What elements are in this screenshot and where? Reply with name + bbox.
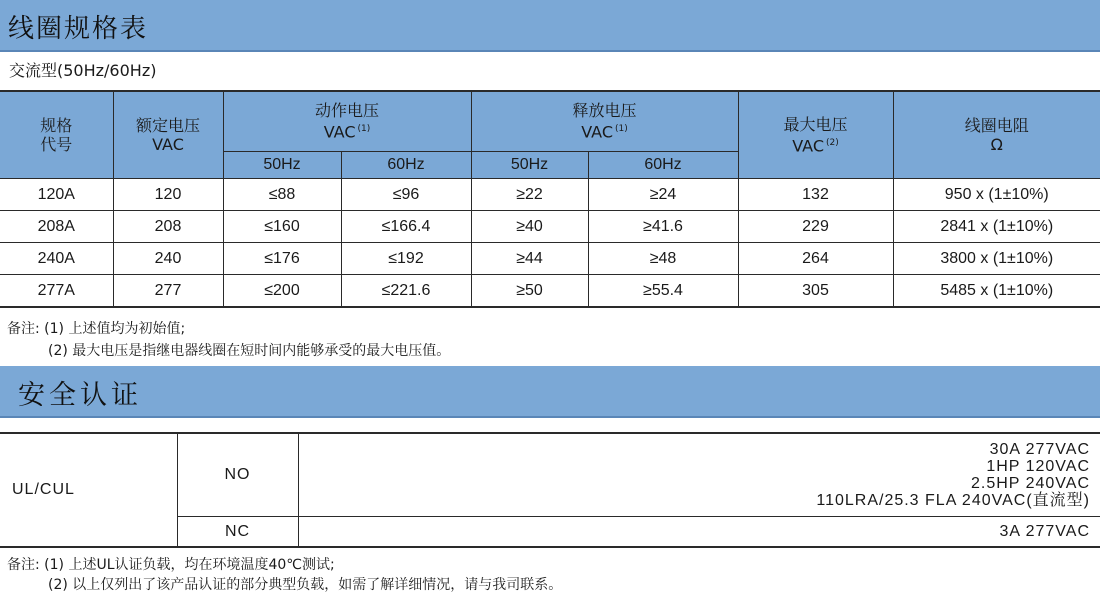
note-ul-load-test: 备注: (1) 上述UL认证负载，均在环境温度40℃测试; [7,554,335,574]
table-header-row [0,91,1100,152]
cell-coil-resistance: 2841 x (1±10%) [893,211,1100,243]
header-underline [0,416,1100,418]
cell-release-50hz: ≥40 [471,211,588,243]
note-max-voltage: (2) 最大电压是指继电器线圈在短时间内能够承受的最大电压值。 [48,340,450,360]
cell-rated-voltage: 208 [113,211,223,243]
cell-contact-no: NO [177,433,298,517]
rating-line: 2.5HP 240VAC [299,475,1091,492]
header-pickup-unit: VAC [324,123,356,142]
header-pickup-60hz: 60Hz [341,152,471,179]
header-max-voltage [738,91,893,179]
header-pickup-50hz: 50Hz [223,152,341,179]
cell-release-50hz: ≥44 [471,243,588,275]
cell-release-60hz: ≥24 [588,179,738,211]
cell-max-voltage: 264 [738,243,893,275]
cell-pickup-50hz: ≤200 [223,275,341,308]
header-resistance-label: 线圈电阻 [894,116,1100,135]
cell-pickup-60hz: ≤166.4 [341,211,471,243]
rating-line: 30A 277VAC [299,441,1091,458]
cell-contact-nc: NC [177,517,298,548]
cell-spec-code: 277A [0,275,113,308]
rating-line: 110LRA/25.3 FLA 240VAC(直流型) [299,492,1091,509]
cell-pickup-60hz: ≤192 [341,243,471,275]
cell-rated-voltage: 277 [113,275,223,308]
header-underline [0,50,1100,52]
header-max-note: (2) [826,138,839,148]
header-release-60hz: 60Hz [588,152,738,179]
header-pickup-note: (1) [358,124,371,134]
header-pickup-voltage [223,91,471,152]
header-release-unit: VAC [581,123,613,142]
cell-pickup-60hz: ≤221.6 [341,275,471,308]
header-release-label: 释放电压 [472,101,738,120]
cell-pickup-50hz: ≤176 [223,243,341,275]
cell-spec-code: 120A [0,179,113,211]
header-rated-voltage: 额定电压 VAC [113,91,223,179]
note-contact-us: (2) 以上仅列出了该产品认证的部分典型负载，如需了解详细情况，请与我司联系。 [48,574,562,594]
cell-release-60hz: ≥55.4 [588,275,738,308]
cell-max-voltage: 229 [738,211,893,243]
rating-line: 1HP 120VAC [299,458,1091,475]
note-initial-values: 备注: (1) 上述值均为初始值; [7,318,185,338]
table-row [0,275,1100,308]
header-coil-resistance [893,91,1100,179]
cell-release-50hz: ≥22 [471,179,588,211]
cell-nc-rating: 3A 277VAC [298,517,1100,548]
certification-table [0,432,1100,548]
header-max-unit: VAC [792,136,824,155]
cell-max-voltage: 132 [738,179,893,211]
header-spec-code: 规格 代号 [0,91,113,179]
cert-row-no [0,433,1100,517]
table-row [0,179,1100,211]
cell-release-60hz: ≥48 [588,243,738,275]
section-title-safety-cert: 安全认证 [18,373,142,412]
cell-no-ratings [298,433,1100,517]
cell-rated-voltage: 120 [113,179,223,211]
cell-spec-code: 208A [0,211,113,243]
subtitle-ac-type: 交流型(50Hz/60Hz) [9,58,156,81]
cell-coil-resistance: 5485 x (1±10%) [893,275,1100,308]
cell-release-50hz: ≥50 [471,275,588,308]
table-row [0,243,1100,275]
header-max-label: 最大电压 [739,115,893,134]
cell-coil-resistance: 3800 x (1±10%) [893,243,1100,275]
cell-rated-voltage: 240 [113,243,223,275]
cell-max-voltage: 305 [738,275,893,308]
cell-pickup-50hz: ≤160 [223,211,341,243]
cell-cert-standard: UL/CUL [0,433,177,547]
cell-coil-resistance: 950 x (1±10%) [893,179,1100,211]
cell-release-60hz: ≥41.6 [588,211,738,243]
header-pickup-label: 动作电压 [224,101,471,120]
cell-pickup-50hz: ≤88 [223,179,341,211]
header-release-voltage [471,91,738,152]
header-resistance-unit: Ω [894,135,1100,154]
section-header-safety-cert [0,366,1100,418]
section-title-coil-spec: 线圈规格表 [8,8,148,45]
cell-spec-code: 240A [0,243,113,275]
table-row [0,211,1100,243]
header-release-50hz: 50Hz [471,152,588,179]
cell-pickup-60hz: ≤96 [341,179,471,211]
header-release-note: (1) [615,124,628,134]
section-header-coil-spec [0,0,1100,52]
coil-spec-table [0,90,1100,308]
